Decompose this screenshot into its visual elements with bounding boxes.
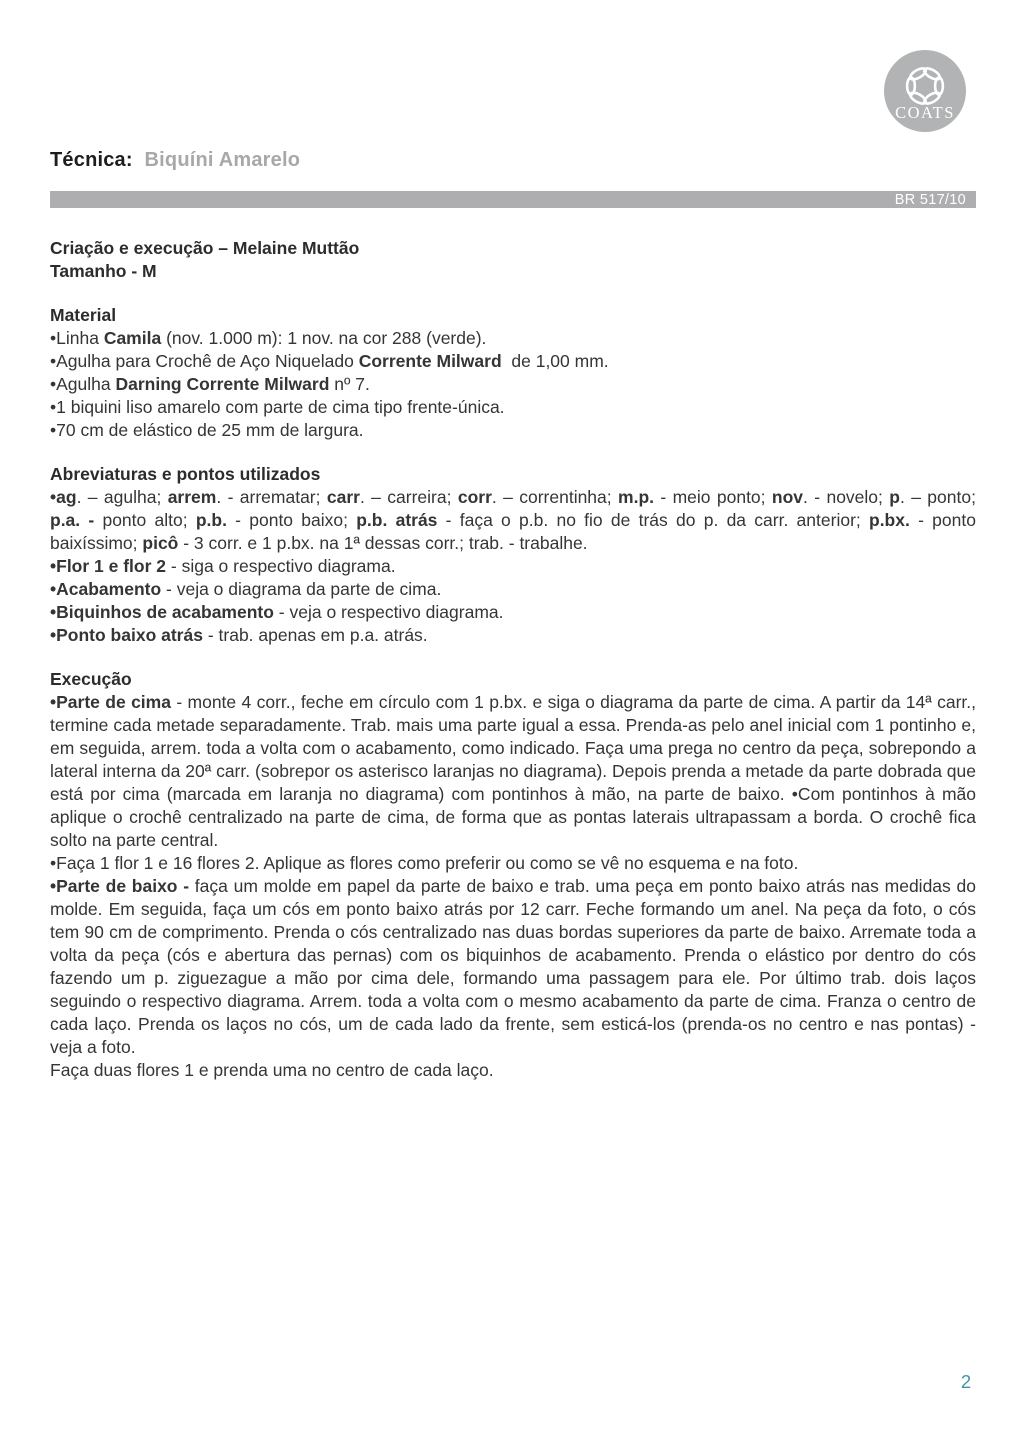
material-item: •Agulha para Crochê de Aço Niquelado Corrente Milward de 1,00 mm. [50,351,609,371]
execution-paragraph: •Parte de cima - monte 4 corr., feche em círculo com 1 p.bx. e siga o diagrama da parte de cima. A partir da 14ª carr., termine cada metade separadamente. Trab. mais uma parte igual a essa. Prenda-as pelo anel inicial com 1 pontinho e, em seguida, arrem. toda a volta com o acabamento, como indicado. Faça uma prega no centro da peça, sobrepondo a lateral interna da 20ª carr. (sobrepor os asterisco laranjas no diagrama). Depois prenda a metade da parte dobrada que está por cima (marcada em laranja no diagrama) com pontinhos à mão, na parte de baixo. •Com pontinhos à mão aplique o crochê centralizado na parte de cima, de forma que as pontas laterais ultrapassam a borda. O crochê fica solto na parte central. [50,692,976,850]
page-title [50,149,976,172]
intro-block [50,237,976,283]
coats-logo [884,50,966,132]
page-number: 2 [960,1371,972,1392]
material-heading: Material [50,305,117,325]
material-item: •Agulha Darning Corrente Milward nº 7. [50,374,370,394]
material-item: •70 cm de elástico de 25 mm de largura. [50,420,364,440]
coats-logo-text: COATS [895,103,955,122]
abbreviation-item: •Ponto baixo atrás - trab. apenas em p.a. atrás. [50,625,428,645]
material-item: •Linha Camila (nov. 1.000 m): 1 nov. na cor 288 (verde). [50,328,487,348]
size-line: Tamanho - M [50,261,157,281]
execution-section [50,668,976,1082]
material-item: •1 biquini liso amarelo com parte de cima tipo frente-única. [50,397,505,417]
abbreviation-item: •Flor 1 e flor 2 - siga o respectivo diagrama. [50,556,396,576]
reference-bar [50,191,976,208]
abbreviations-paragraph: •ag. – agulha; arrem. - arrematar; carr. – carreira; corr. – correntinha; m.p. - meio ponto; nov. - novelo; p. – ponto; p.a. - ponto alto; p.b. - ponto baixo; p.b. atrás - faça o p.b. no fio de trás do p. da carr. anterior; p.bx. - ponto baixíssimo; picô - 3 corr. e 1 p.bx. na 1ª dessas corr.; trab. - trabalhe. [50,487,976,553]
document-content [50,237,976,1082]
abbreviations-section [50,463,976,647]
reference-code: BR 517/10 [894,191,966,208]
technique-label: Técnica: [50,149,133,171]
execution-paragraph: Faça duas flores 1 e prenda uma no centro de cada laço. [50,1060,494,1080]
credit-line: Criação e execução – Melaine Muttão [50,238,360,258]
coats-logo-icon [884,50,966,132]
execution-heading: Execução [50,669,132,689]
abbreviations-heading: Abreviaturas e pontos utilizados [50,464,321,484]
execution-paragraph: •Parte de baixo - faça um molde em papel da parte de baixo e trab. uma peça em ponto baixo atrás nas medidas do molde. Em seguida, faça um cós em ponto baixo atrás por 12 carr. Feche formando um anel. Na peça da foto, o cós tem 90 cm de comprimento. Prenda o cós centralizado nas duas bordas superiores da parte de baixo. Arremate toda a volta da peça (cós e abertura das pernas) com os biquinhos de acabamento. Prenda o elástico por dentro do cós fazendo um p. ziguezague a mão por cima dele, formando uma passagem para ele. Por último trab. dois laços seguindo o respectivo diagrama. Arrem. toda a volta com o mesmo acabamento da parte de cima. Franza o centro de cada laço. Prenda os laços no cós, um de cada lado da frente, sem esticá-los (prenda-os no centro e nas pontas) - veja a foto. [50,876,976,1057]
material-section [50,304,976,442]
technique-title: Biquíni Amarelo [144,149,301,171]
execution-paragraph: •Faça 1 flor 1 e 16 flores 2. Aplique as flores como preferir ou como se vê no esquema e na foto. [50,853,799,873]
abbreviation-item: •Biquinhos de acabamento - veja o respectivo diagrama. [50,602,504,622]
abbreviation-item: •Acabamento - veja o diagrama da parte de cima. [50,579,442,599]
